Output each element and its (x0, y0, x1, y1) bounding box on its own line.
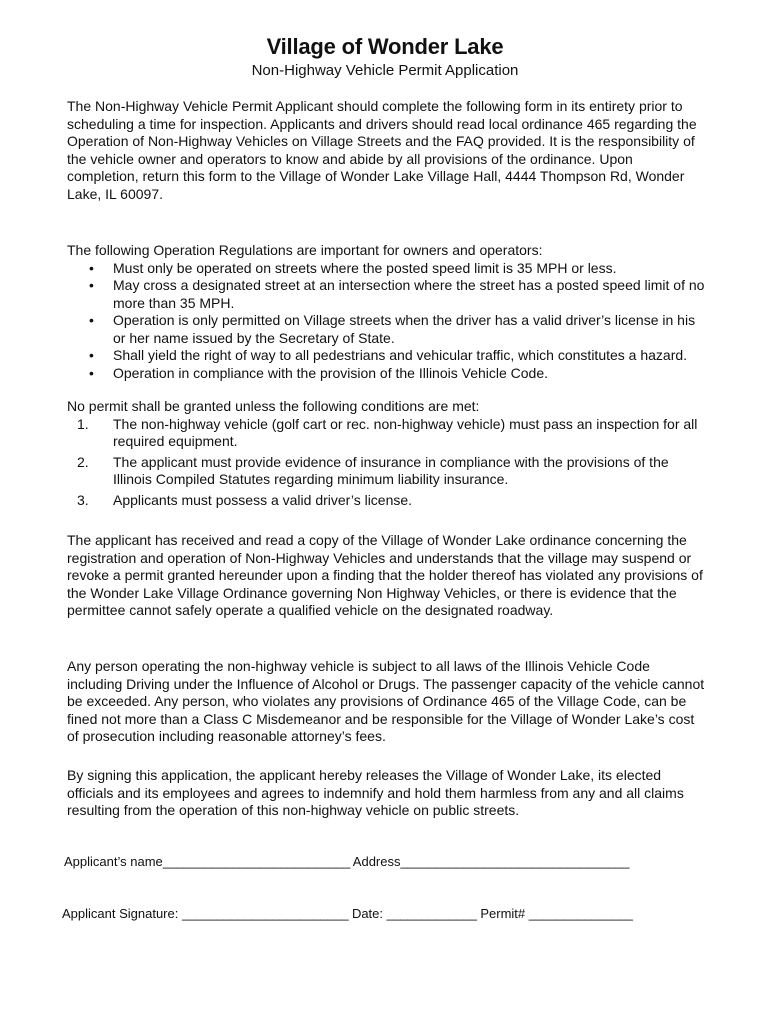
regulation-item (67, 277, 707, 312)
date-field[interactable]: _____________ (386, 906, 477, 921)
liability-paragraph: Any person operating the non-highway vehicle is subject to all laws of the Illinois Vehicle Code including Driving under the Influence of Alcohol or Drugs. The passenger capacity of the vehicle cannot be exceeded. Any person, who violates any provisions of Ordinance 465 of the Village Code, can be fined not more than a Class C Misdemeanor and be responsible for the Village of Wonder Lake’s cost of prosecution including reasonable attorney’s fees. (67, 658, 705, 744)
address-field[interactable]: _________________________________ (400, 854, 630, 869)
regulation-text: Shall yield the right of way to all pedestrians and vehicular traffic, which constitutes a hazard. (113, 347, 688, 363)
bullet-icon: • (89, 277, 94, 293)
conditions-list (67, 416, 707, 510)
date-label: Date: (351, 906, 384, 921)
signature-row (62, 906, 633, 921)
regulation-text: Must only be operated on streets where the posted speed limit is 35 MPH or less. (113, 259, 617, 276)
permit-label: Permit# (480, 906, 526, 921)
document-subtitle: Non-Highway Vehicle Permit Application (251, 62, 519, 79)
signature-field[interactable]: ________________________ (181, 906, 349, 921)
document-title: Village of Wonder Lake (266, 34, 504, 59)
intro-paragraph: The Non-Highway Vehicle Permit Applicant should complete the following form in its entirety prior to scheduling a time for inspection. Applicants and drivers should read local ordinance 465 regarding the Operation of Non-Highway Vehicles on Village Streets and the FAQ provided. It is the responsibility of the vehicle owner and operators to know and abide by all provisions of the ordinance. Upon completion, return this form to the Village of Wonder Lake Village Hall, 4444 Thompson Rd, Wonder Lake, IL 60097. (67, 98, 697, 202)
address-label: Address (352, 854, 401, 869)
condition-text: Applicants must possess a valid driver’s license. (113, 491, 413, 508)
regulation-text: May cross a designated street at an intersection where the street has a posted speed limit of no more than 35 MPH. (113, 277, 705, 311)
condition-text: The non-highway vehicle (golf cart or rec. non-highway vehicle) must pass an inspection for all required equipment. (113, 415, 698, 449)
release-paragraph: By signing this application, the applicant hereby releases the Village of Wonder Lake, its elected officials and its employees and agrees to indemnify and hold them harmless from any and all claims resulting from the operation of this non-highway vehicle on public streets. (67, 767, 684, 818)
condition-item (67, 492, 707, 510)
applicant-name-row (64, 854, 629, 869)
condition-item (67, 454, 707, 489)
regulation-item (67, 347, 707, 365)
bullet-icon: • (89, 347, 94, 363)
regulation-item (67, 312, 707, 347)
bullet-icon: • (89, 364, 94, 381)
bullet-icon: • (89, 312, 94, 328)
permit-field[interactable]: _______________ (528, 906, 633, 921)
condition-text: The applicant must provide evidence of insurance in compliance with the provisions of the Illinois Compiled Statutes regarding minimum liability insurance. (113, 453, 669, 487)
conditions-heading: No permit shall be granted unless the following conditions are met: (67, 398, 480, 414)
bullet-icon: • (89, 259, 94, 276)
acknowledgement-paragraph: The applicant has received and read a copy of the Village of Wonder Lake ordinance concerning the registration and operation of Non-Highway Vehicles and understands that the village may suspend or revoke a permit granted hereunder upon a finding that the holder thereof has violated any provisions of the Wonder Lake Village Ordinance governing Non Highway Vehicles, or there is evidence that the permittee cannot safely operate a qualified vehicle on the designated roadway. (67, 532, 703, 618)
condition-number: 1. (77, 415, 89, 432)
applicant-name-field[interactable]: ___________________________ (162, 854, 350, 869)
applicant-name-label: Applicant’s name (64, 854, 163, 869)
regulation-item (67, 260, 707, 278)
condition-number: 2. (77, 453, 89, 470)
regulation-text: Operation is only permitted on Village streets when the driver has a valid driver’s license in his or her name issued by the Secretary of State. (113, 312, 696, 346)
regulation-text: Operation in compliance with the provision of the Illinois Vehicle Code. (113, 364, 549, 381)
regulations-list (67, 260, 707, 383)
signature-label: Applicant Signature: (62, 906, 179, 921)
regulation-item (67, 365, 707, 383)
condition-item (67, 416, 707, 451)
conditions-section (67, 398, 707, 512)
condition-number: 3. (77, 491, 89, 508)
regulations-section (67, 242, 707, 382)
regulations-heading: The following Operation Regulations are important for owners and operators: (67, 242, 543, 258)
